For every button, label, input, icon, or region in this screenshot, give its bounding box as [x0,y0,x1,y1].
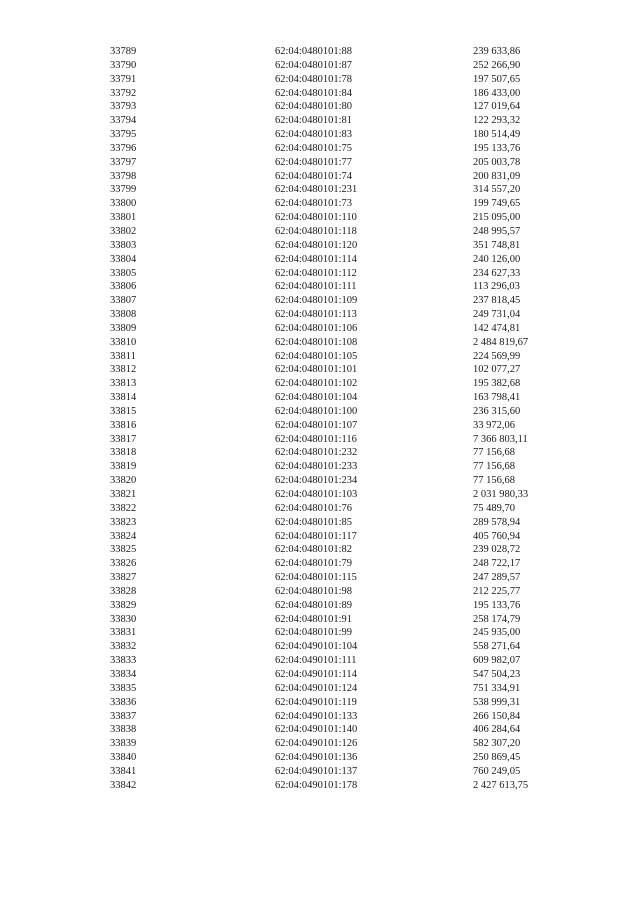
table-row [0,419,640,433]
row-number-cell: 33837 [110,710,137,722]
table-row [0,543,640,557]
value-cell: 33 972,06 [473,419,515,431]
row-number-cell: 33789 [110,46,137,57]
row-number-cell: 33812 [110,364,137,376]
cadastral-number-cell: 62:04:0480101:99 [275,627,353,639]
value-cell: 289 578,94 [473,516,521,528]
cadastral-number-cell: 62:04:0480101:118 [275,225,357,237]
table-row [0,253,640,267]
cadastral-number-cell: 62:04:0480101:114 [275,253,357,265]
value-cell: 266 150,84 [473,710,521,722]
table-row [0,211,640,225]
cadastral-number-cell: 62:04:0480101:79 [275,558,353,570]
cadastral-number-cell: 62:04:0480101:104 [275,392,358,404]
row-number-cell: 33809 [110,322,137,334]
table-row [0,765,640,779]
value-cell: 2 427 613,75 [473,779,529,791]
row-number-cell: 33814 [110,392,137,404]
value-cell: 77 156,68 [473,447,515,459]
cadastral-number-cell: 62:04:0480101:232 [275,447,358,459]
value-cell: 239 633,86 [473,46,521,57]
cadastral-number-cell: 62:04:0480101:110 [275,212,357,224]
cadastral-number-cell: 62:04:0480101:100 [275,405,358,417]
row-number-cell: 33819 [110,461,137,473]
table-row [0,391,640,405]
cadastral-number-cell: 62:04:0480101:91 [275,613,353,625]
value-cell: 186 433,00 [473,87,521,99]
row-number-cell: 33800 [110,198,137,210]
table-row [0,530,640,544]
value-cell: 142 474,81 [473,322,521,334]
table-row [0,488,640,502]
value-cell: 234 627,33 [473,267,521,279]
cadastral-number-cell: 62:04:0480101:78 [275,73,353,85]
row-number-cell: 33820 [110,475,137,487]
table-row [0,779,640,793]
value-cell: 200 831,09 [473,170,521,182]
table-row [0,128,640,142]
cadastral-number-cell: 62:04:0480101:106 [275,322,358,334]
row-number-cell: 33816 [110,419,137,431]
value-cell: 236 315,60 [473,405,521,417]
table-row [0,197,640,211]
value-cell: 405 760,94 [473,530,521,542]
value-cell: 195 133,76 [473,142,521,154]
cadastral-number-cell: 62:04:0480101:115 [275,572,357,584]
value-cell: 195 133,76 [473,599,521,611]
table-row [0,87,640,101]
value-cell: 224 569,99 [473,350,521,362]
cadastral-number-cell: 62:04:0490101:126 [275,738,358,750]
table-row [0,460,640,474]
table-row [0,100,640,114]
cadastral-number-cell: 62:04:0480101:233 [275,461,358,473]
row-number-cell: 33797 [110,156,137,168]
row-number-cell: 33835 [110,682,137,694]
value-cell: 314 557,20 [473,184,521,196]
value-cell: 582 307,20 [473,738,521,750]
row-number-cell: 33834 [110,668,137,680]
cadastral-number-cell: 62:04:0480101:73 [275,198,353,210]
row-number-cell: 33818 [110,447,137,459]
cadastral-number-cell: 62:04:0480101:109 [275,295,358,307]
row-number-cell: 33823 [110,516,137,528]
value-cell: 113 296,03 [473,281,520,293]
value-cell: 77 156,68 [473,475,515,487]
table-row [0,751,640,765]
value-cell: 240 126,00 [473,253,521,265]
cadastral-number-cell: 62:04:0490101:119 [275,696,357,708]
row-number-cell: 33836 [110,696,137,708]
value-cell: 249 731,04 [473,309,521,321]
row-number-cell: 33803 [110,239,137,251]
cadastral-number-cell: 62:04:0480101:102 [275,378,358,390]
cadastral-number-cell: 62:04:0490101:137 [275,765,358,777]
cadastral-number-cell: 62:04:0490101:114 [275,668,357,680]
table-row [0,737,640,751]
value-cell: 237 818,45 [473,295,521,307]
value-cell: 102 077,27 [473,364,521,376]
table-row [0,59,640,73]
cadastral-number-cell: 62:04:0480101:83 [275,129,353,141]
table-row [0,377,640,391]
table-row [0,474,640,488]
table-row [0,363,640,377]
cadastral-number-cell: 62:04:0480101:234 [275,475,358,487]
row-number-cell: 33832 [110,641,137,653]
table-row [0,308,640,322]
cadastral-number-cell: 62:04:0480101:98 [275,585,353,597]
cadastral-number-cell: 62:04:0480101:76 [275,502,353,514]
row-number-cell: 33825 [110,544,137,556]
cadastral-number-cell: 62:04:0480101:81 [275,115,353,127]
row-number-cell: 33799 [110,184,137,196]
row-number-cell: 33801 [110,212,137,224]
cadastral-number-cell: 62:04:0480101:107 [275,419,358,431]
value-cell: 2 031 980,33 [473,489,529,500]
row-number-cell: 33795 [110,129,137,141]
table-row [0,433,640,447]
cadastral-number-cell: 62:04:0490101:136 [275,752,358,764]
table-row [0,336,640,350]
cadastral-number-cell: 62:04:0480101:84 [275,87,353,99]
row-number-cell: 33817 [110,433,137,445]
table-row [0,682,640,696]
cadastral-number-cell: 62:04:0490101:124 [275,682,358,694]
value-cell: 180 514,49 [473,129,521,141]
cadastral-number-cell: 62:04:0490101:133 [275,710,358,722]
table-row [0,170,640,184]
row-number-cell: 33821 [110,489,137,500]
row-number-cell: 33796 [110,142,137,154]
row-number-cell: 33824 [110,530,137,542]
row-number-cell: 33838 [110,724,137,736]
table-row [0,322,640,336]
cadastral-number-cell: 62:04:0480101:108 [275,336,358,348]
value-cell: 250 869,45 [473,752,521,764]
value-cell: 609 982,07 [473,655,521,667]
value-cell: 239 028,72 [473,544,521,556]
row-number-cell: 33822 [110,502,137,514]
row-number-cell: 33798 [110,170,137,182]
cadastral-number-cell: 62:04:0480101:75 [275,142,353,154]
row-number-cell: 33827 [110,572,137,584]
table-row [0,710,640,724]
table-row [0,183,640,197]
row-number-cell: 33807 [110,295,137,307]
cadastral-number-cell: 62:04:0480101:113 [275,309,357,321]
value-cell: 751 334,91 [473,682,521,694]
row-number-cell: 33790 [110,59,137,71]
table-row [0,73,640,87]
cadastral-number-cell: 62:04:0480101:77 [275,156,353,168]
table-row [0,723,640,737]
table-row [0,571,640,585]
table-row [0,239,640,253]
cadastral-number-cell: 62:04:0480101:116 [275,433,357,445]
table-row [0,516,640,530]
value-cell: 215 095,00 [473,212,521,224]
value-cell: 122 293,32 [473,115,521,127]
table-row [0,225,640,239]
value-cell: 258 174,79 [473,613,521,625]
table-row [0,446,640,460]
value-cell: 195 382,68 [473,378,521,390]
row-number-cell: 33841 [110,765,137,777]
cadastral-number-cell: 62:04:0480101:101 [275,364,358,376]
cadastral-number-cell: 62:04:0480101:231 [275,184,358,196]
value-cell: 75 489,70 [473,502,515,514]
row-number-cell: 33794 [110,115,137,127]
value-cell: 760 249,05 [473,765,521,777]
table-row [0,613,640,627]
cadastral-number-cell: 62:04:0480101:103 [275,489,358,500]
value-cell: 205 003,78 [473,156,521,168]
table-row [0,557,640,571]
table-row [0,585,640,599]
value-cell: 212 225,77 [473,585,521,597]
row-number-cell: 33831 [110,627,137,639]
table-row [0,696,640,710]
row-number-cell: 33791 [110,73,137,85]
row-number-cell: 33811 [110,350,136,362]
table-row [0,294,640,308]
row-number-cell: 33839 [110,738,137,750]
row-number-cell: 33804 [110,253,137,265]
row-number-cell: 33806 [110,281,137,293]
row-number-cell: 33808 [110,309,137,321]
value-cell: 245 935,00 [473,627,521,639]
table-row [0,405,640,419]
cadastral-number-cell: 62:04:0480101:120 [275,239,358,251]
row-number-cell: 33792 [110,87,137,99]
row-number-cell: 33810 [110,336,137,348]
table-row [0,502,640,516]
cadastral-number-cell: 62:04:0480101:89 [275,599,353,611]
row-number-cell: 33793 [110,101,137,113]
row-number-cell: 33805 [110,267,137,279]
cadastral-number-cell: 62:04:0490101:140 [275,724,358,736]
row-number-cell: 33828 [110,585,137,597]
cadastral-number-cell: 62:04:0480101:80 [275,101,353,113]
value-cell: 7 366 803,11 [473,433,528,445]
value-cell: 199 749,65 [473,198,521,210]
row-number-cell: 33813 [110,378,137,390]
cadastral-number-cell: 62:04:0480101:85 [275,516,353,528]
row-number-cell: 33840 [110,752,137,764]
row-number-cell: 33830 [110,613,137,625]
table-row [0,350,640,364]
table-row [0,267,640,281]
cadastral-number-cell: 62:04:0490101:111 [275,655,357,667]
cadastral-number-cell: 62:04:0480101:111 [275,281,357,293]
table-row [0,654,640,668]
table-row [0,114,640,128]
value-cell: 252 266,90 [473,59,521,71]
cadastral-number-cell: 62:04:0490101:178 [275,779,358,791]
value-cell: 247 289,57 [473,572,521,584]
table-row [0,668,640,682]
cadastral-number-cell: 62:04:0480101:88 [275,46,353,57]
table-row [0,280,640,294]
cadastral-number-cell: 62:04:0480101:112 [275,267,357,279]
table-row [0,156,640,170]
value-cell: 406 284,64 [473,724,521,736]
data-table [0,45,640,793]
table-row [0,640,640,654]
cadastral-number-cell: 62:04:0480101:82 [275,544,353,556]
row-number-cell: 33826 [110,558,137,570]
row-number-cell: 33833 [110,655,137,667]
table-row [0,599,640,613]
cadastral-number-cell: 62:04:0490101:104 [275,641,358,653]
cadastral-number-cell: 62:04:0480101:117 [275,530,357,542]
cadastral-number-cell: 62:04:0480101:105 [275,350,358,362]
value-cell: 538 999,31 [473,696,521,708]
cadastral-number-cell: 62:04:0480101:87 [275,59,353,71]
value-cell: 127 019,64 [473,101,521,113]
value-cell: 197 507,65 [473,73,521,85]
cadastral-number-cell: 62:04:0480101:74 [275,170,353,182]
value-cell: 558 271,64 [473,641,521,653]
value-cell: 351 748,81 [473,239,521,251]
row-number-cell: 33842 [110,779,137,791]
value-cell: 248 722,17 [473,558,521,570]
row-number-cell: 33815 [110,405,137,417]
value-cell: 163 798,41 [473,392,521,404]
table-row [0,142,640,156]
table-row [0,45,640,59]
value-cell: 77 156,68 [473,461,515,473]
row-number-cell: 33802 [110,225,137,237]
value-cell: 547 504,23 [473,668,521,680]
table-row [0,626,640,640]
row-number-cell: 33829 [110,599,137,611]
value-cell: 2 484 819,67 [473,336,529,348]
value-cell: 248 995,57 [473,225,521,237]
